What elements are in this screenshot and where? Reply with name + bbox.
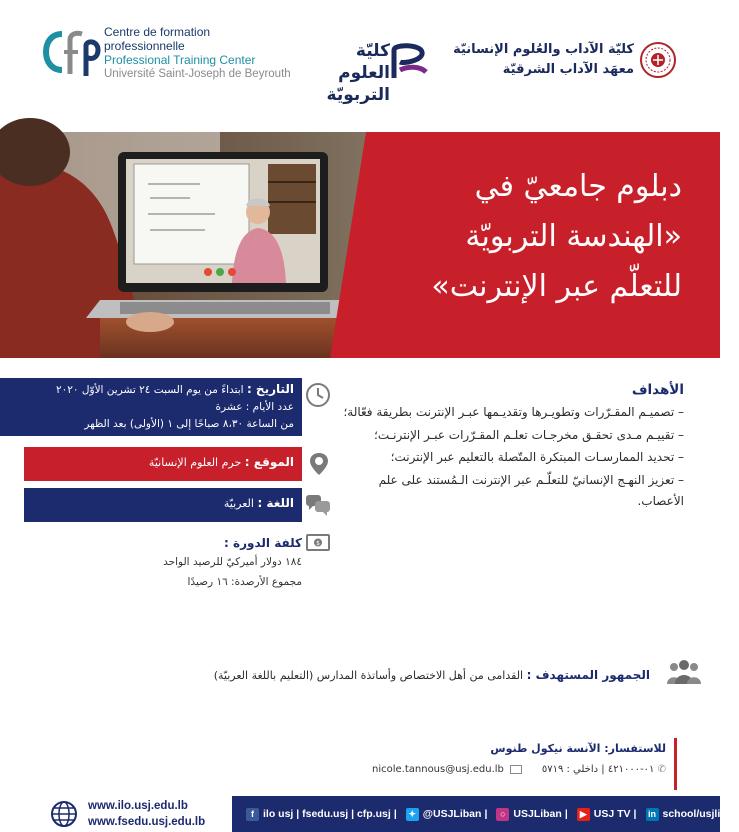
contact-email[interactable]: nicole.tannous@usj.edu.lb <box>372 764 504 775</box>
audience-label: الجمهور المستهدف : <box>526 668 650 682</box>
audience-group-icon <box>664 660 704 686</box>
contact-accent-bar <box>674 738 677 790</box>
cost-total-credits: مجموع الأرصدة: ١٦ رصيدًا <box>187 576 302 588</box>
flsh-text <box>453 40 634 80</box>
chat-bubbles-icon <box>305 492 331 518</box>
facebook-link[interactable]: ilo usj | fsedu.usj | cfp.usj <box>263 808 391 820</box>
date-days: عدد الأيام : عشرة <box>215 401 294 413</box>
phone-icon: ✆ <box>657 764 666 775</box>
fsedu-line2: التربويّة <box>326 85 390 105</box>
cost-block <box>100 534 302 592</box>
separator: | <box>633 808 637 820</box>
youtube-link[interactable]: USJ TV <box>593 808 631 820</box>
cfp-line3: Professional Training Center <box>104 53 256 67</box>
objectives <box>338 378 684 514</box>
cfp-line4: Université Saint-Joseph de Beyrouth <box>104 68 291 80</box>
audience-value: القدامى من أهل الاختصاص وأساتذة المدارس (التعليم باللغة العربيّة) <box>213 669 524 682</box>
banner-title-line1: دبلوم جامعيّ في <box>474 169 682 204</box>
separator: | <box>393 808 397 820</box>
cost-per-credit: ١٨٤ دولار أميركيّ للرصيد الواحد <box>163 556 302 568</box>
language-box <box>24 488 302 522</box>
date-label: التاريخ : <box>246 382 294 396</box>
money-icon <box>305 530 331 556</box>
contact-details <box>370 764 666 780</box>
cfp-line1: Centre de formation <box>104 25 211 39</box>
social-links <box>246 806 739 822</box>
footer-urls <box>88 798 205 830</box>
cfp-line2: professionnelle <box>104 39 185 53</box>
objective-item: – تحديد الممارسـات المبتكرة المتّصلة بالتعليم عبر الإنترنت؛ <box>390 450 684 464</box>
fsedu-mark-icon <box>390 42 430 82</box>
banner-title-line3: للتعلّم عبر الإنترنت» <box>431 269 682 304</box>
date-box <box>0 378 302 436</box>
banner-title-line2: «الهندسة التربويّة <box>465 219 682 254</box>
date-value: ابتداءً من يوم السبت ٢٤ تشرين الأوّل ٢٠٢٠ <box>55 384 244 396</box>
objective-item: – تقييـم مـدى تحقـق مخرجـات تعلـم المقـرّرات عبـر الإنترنـت؛ <box>374 427 684 442</box>
target-audience <box>150 668 650 682</box>
twitter-link[interactable]: @USJLiban <box>422 808 482 820</box>
date-hours: من الساعة ٨،٣٠ صباحًا إلى ١ (الأولى) بعد الظهر <box>84 418 294 430</box>
flsh-line1: كليّة الآداب والعُلوم الإنسانيّة <box>453 42 634 57</box>
fsedu-name <box>308 40 390 106</box>
location-box <box>24 447 302 481</box>
instagram-icon: ○ <box>496 808 509 821</box>
flsh-line2: معهَد الآداب الشرقيّة <box>502 62 634 77</box>
banner-title <box>352 162 682 312</box>
youtube-icon: ▶ <box>577 808 590 821</box>
objective-item: – تصميـم المقـرّرات وتطويـرها وتقديـمها عبـر الإنترنت بطريقة فعّالة؛ <box>343 405 684 419</box>
fsedu-line1: كليّة العلوم <box>338 41 390 83</box>
location-label: الموقع : <box>244 455 294 469</box>
clock-icon <box>305 382 331 408</box>
instagram-link[interactable]: USJLiban <box>513 808 562 820</box>
separator: | <box>484 808 488 820</box>
contact-person: للاستفسار: الآنسة نيكول طنوس <box>490 742 666 755</box>
language-value: العربيّة <box>223 497 254 510</box>
fsedu-logo <box>308 40 438 105</box>
flsh-logo <box>436 40 676 86</box>
fsedu-url-link[interactable]: www.fsedu.usj.edu.lb <box>88 816 206 828</box>
cfp-text <box>104 25 291 81</box>
ilo-url-link[interactable]: www.ilo.usj.edu.lb <box>88 800 188 812</box>
cfp-logo <box>42 26 100 78</box>
linkedin-icon: in <box>646 808 659 821</box>
contact-phone-wrap <box>542 764 666 775</box>
header <box>0 0 720 132</box>
usj-seal-icon <box>640 42 676 78</box>
language-label: اللغة : <box>257 496 294 510</box>
linkedin-link[interactable]: school/usjliban <box>662 808 739 820</box>
location-pin-icon <box>306 451 332 477</box>
email-icon <box>510 765 522 774</box>
facebook-icon: f <box>246 808 259 821</box>
svg-text:$: $ <box>316 540 320 547</box>
cost-label: كلفة الدورة : <box>224 536 302 550</box>
twitter-icon: ✦ <box>406 808 419 821</box>
contact-email-wrap <box>372 764 522 775</box>
objectives-heading: الأهداف <box>631 382 684 398</box>
hero-banner <box>0 132 720 358</box>
contact-phone: ٠١-٤٢١٠٠٠ | داخلي : ٥٧١٩ <box>541 764 655 775</box>
separator: | <box>564 808 568 820</box>
location-value: حرم العلوم الإنسانيّة <box>148 456 242 469</box>
date-line1 <box>6 381 294 399</box>
globe-icon <box>50 800 78 828</box>
objective-item: – تعزيز النهـج الإنسانيّ للتعلّـم عبر الإنترنت الـمُستند على علم الأعصاب. <box>378 472 684 508</box>
